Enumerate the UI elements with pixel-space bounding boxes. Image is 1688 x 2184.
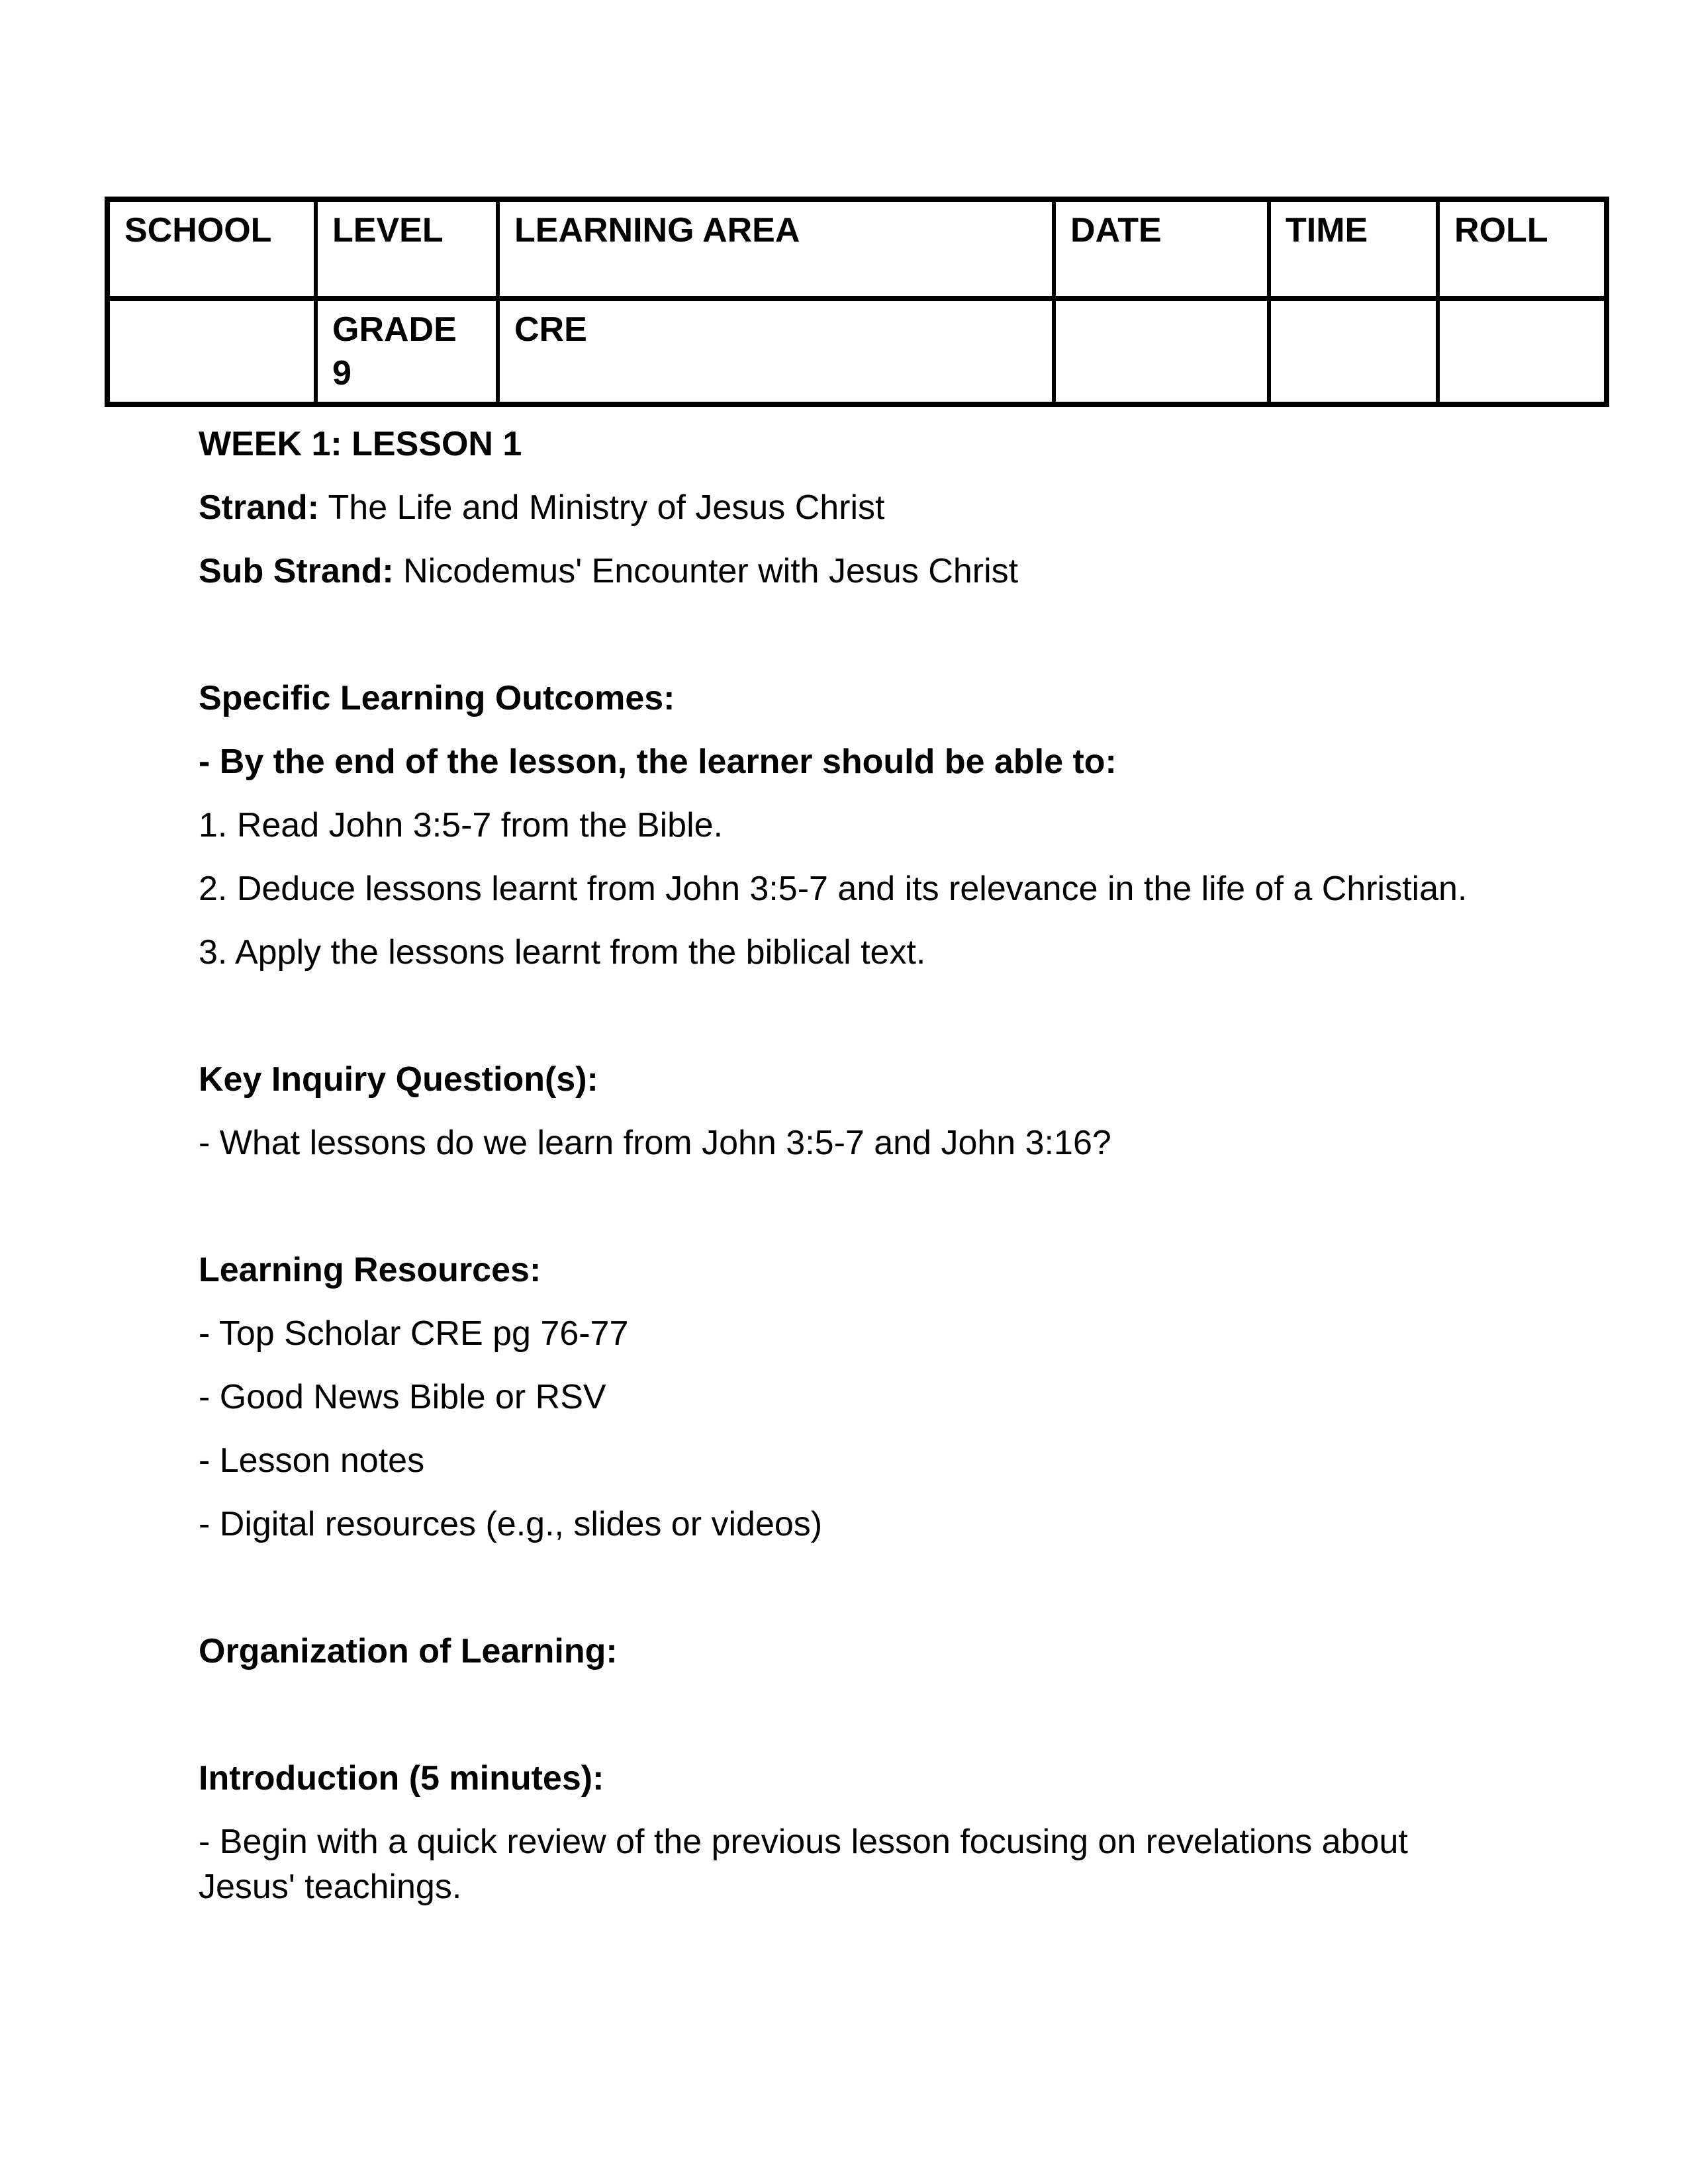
lesson-body [199,422,1509,1909]
blank-line [199,1692,1509,1737]
resource-item-3: - Lesson notes [199,1441,425,1480]
outcome-item-3: 3. Apply the lessons learnt from the biblical text. [199,933,926,972]
cell-level-value: GRADE 9 [316,298,498,404]
blank-line [199,1565,1509,1610]
cell-school-value [107,298,316,404]
strand-text: The Life and Ministry of Jesus Christ [319,488,885,527]
cell-roll-value [1438,298,1607,404]
introduction-text: - Begin with a quick review of the previous lesson focusing on revelations about Jesus' teachings. [199,1823,1408,1906]
sub-strand-text: Nicodemus' Encounter with Jesus Christ [393,552,1019,590]
week-lesson-heading: WEEK 1: LESSON 1 [199,425,522,463]
table-header-row [107,199,1607,298]
key-inquiry-heading: Key Inquiry Question(s): [199,1060,598,1099]
blank-line [199,612,1509,657]
strand-line [199,485,1509,530]
cell-level-header: LEVEL [316,199,498,298]
outcome-item-2: 2. Deduce lessons learnt from John 3:5-7 and its relevance in the life of a Christian. [199,870,1468,908]
strand-label: Strand: [199,488,319,527]
introduction-heading: Introduction (5 minutes): [199,1759,604,1797]
sub-strand-label: Sub Strand: [199,552,394,590]
sub-strand-line [199,549,1509,594]
cell-date-value [1054,298,1269,404]
cell-time-header: TIME [1269,199,1438,298]
resource-item-1: - Top Scholar CRE pg 76-77 [199,1314,629,1353]
resource-item-2: - Good News Bible or RSV [199,1378,606,1416]
resources-heading: Learning Resources: [199,1251,541,1289]
cell-time-value [1269,298,1438,404]
cell-learning-area-header: LEARNING AREA [498,199,1054,298]
organization-heading: Organization of Learning: [199,1632,618,1670]
cell-school-header: SCHOOL [107,199,316,298]
outcome-item-1: 1. Read John 3:5-7 from the Bible. [199,806,724,844]
cell-learning-area-value: CRE [498,298,1054,404]
resource-item-4: - Digital resources (e.g., slides or videos) [199,1505,823,1543]
blank-line [199,993,1509,1038]
outcomes-heading: Specific Learning Outcomes: [199,679,675,717]
lesson-header-table [105,197,1609,407]
blank-line [199,1184,1509,1229]
outcomes-intro: - By the end of the lesson, the learner should be able to: [199,743,1117,781]
table-data-row [107,298,1607,404]
cell-roll-header: ROLL [1438,199,1607,298]
key-inquiry-question: - What lessons do we learn from John 3:5-7 and John 3:16? [199,1124,1111,1162]
cell-date-header: DATE [1054,199,1269,298]
